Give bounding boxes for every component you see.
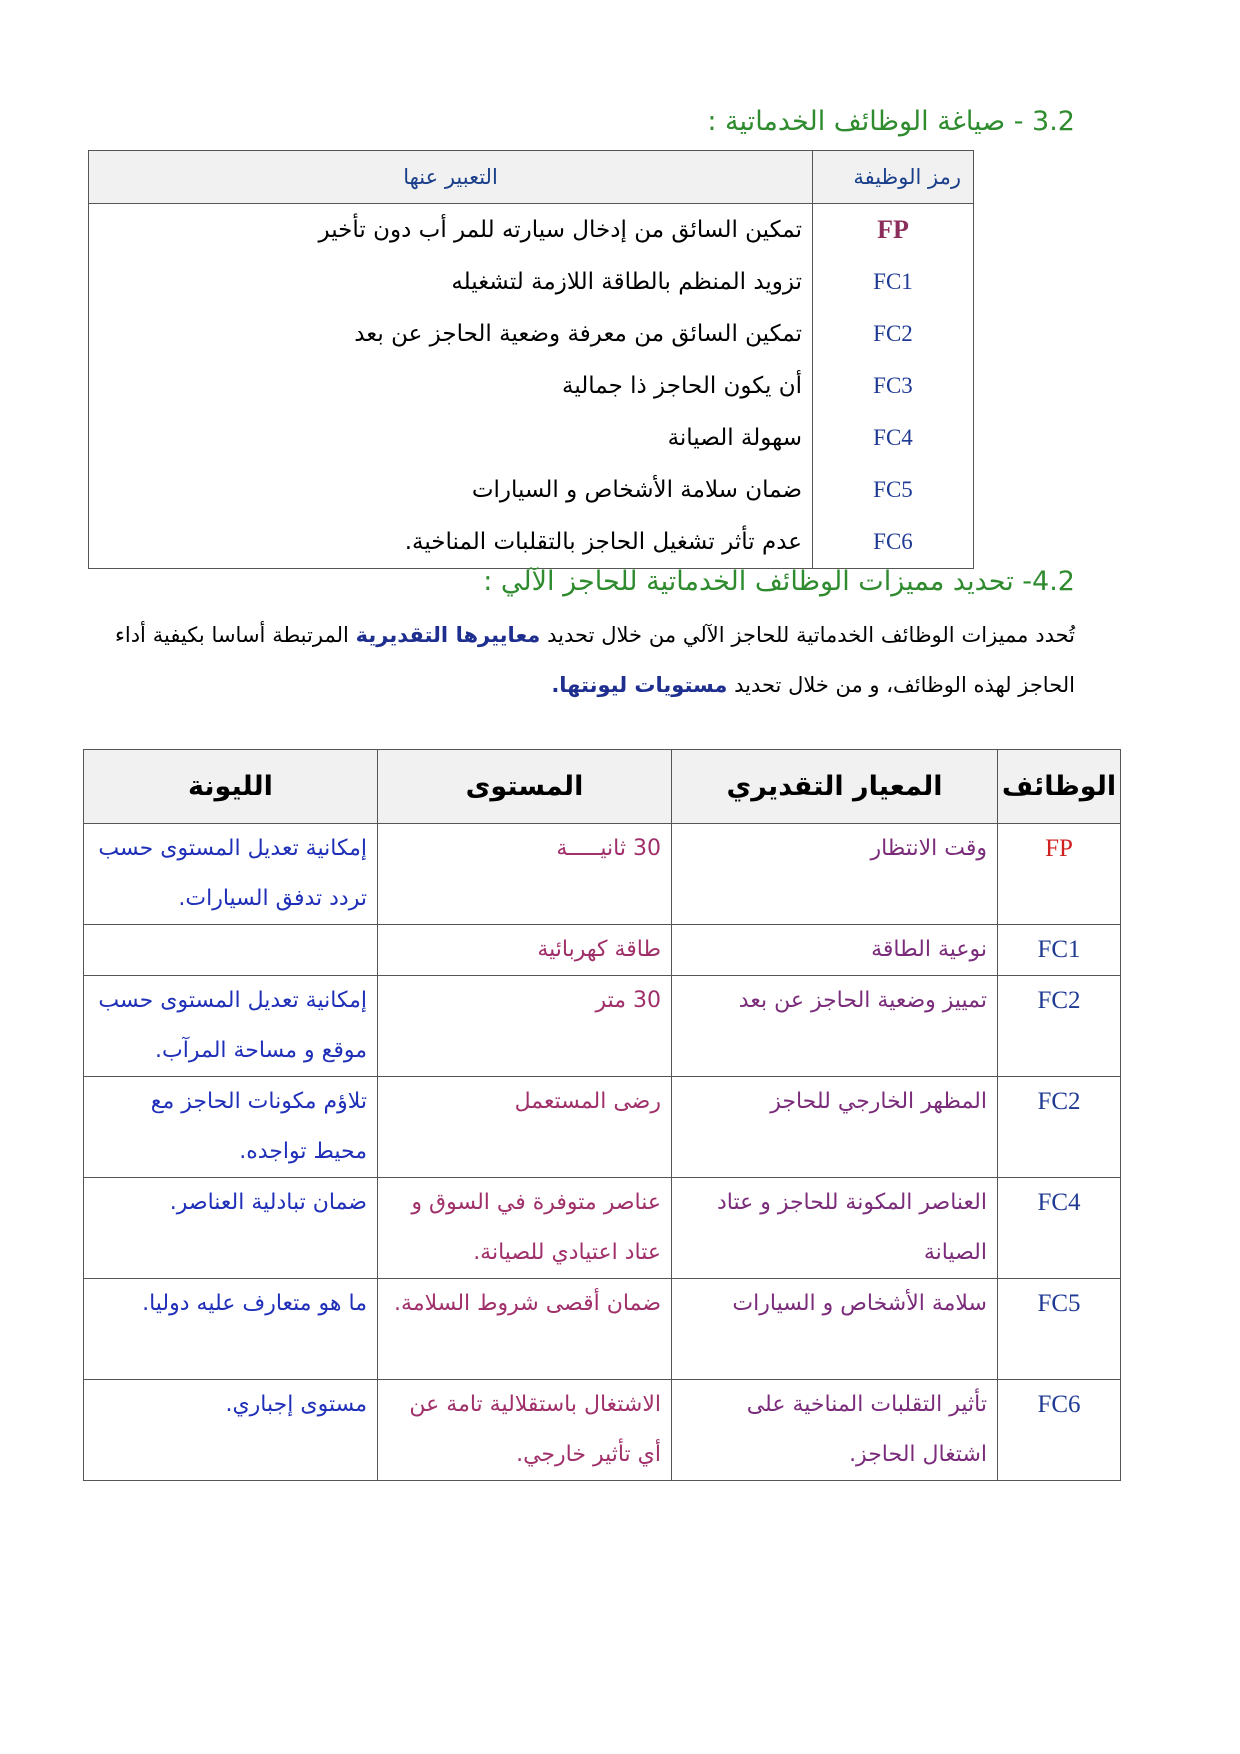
header-function-code: رمز الوظيفة [813,151,974,204]
function-code: FC4 [998,1178,1121,1279]
function-code: FC2 [813,308,974,360]
criterion-cell: وقت الانتظار [672,824,998,925]
table-row [89,360,974,412]
table-row [89,256,974,308]
paragraph-text: تُحدد مميزات الوظائف الخدماتية للحاجز الآلي من خلال تحديد [540,623,1075,647]
criterion-cell: المظهر الخارجي للحاجز [672,1077,998,1178]
function-expression: ضمان سلامة الأشخاص و السيارات [89,464,813,516]
flexibility-cell: ضمان تبادلية العناصر. [84,1178,378,1279]
function-code: FC2 [998,976,1121,1077]
function-code: FC6 [998,1380,1121,1481]
level-cell: طاقة كهربائية [378,925,672,976]
functions-characteristics-table [83,749,1121,1481]
function-code: FC2 [998,1077,1121,1178]
table-row [89,308,974,360]
level-cell: 30 ثانيـــــة [378,824,672,925]
criterion-cell: سلامة الأشخاص و السيارات [672,1279,998,1380]
table-row [84,976,1121,1077]
level-cell: الاشتغال باستقلالية تامة عن أي تأثير خارجي. [378,1380,672,1481]
table-row [84,1279,1121,1380]
function-expression: تمكين السائق من معرفة وضعية الحاجز عن بعد [89,308,813,360]
header-expression: التعبير عنها [89,151,813,204]
function-code: FC4 [813,412,974,464]
level-cell: 30 متر [378,976,672,1077]
flexibility-cell: إمكانية تعديل المستوى حسب موقع و مساحة المرآب. [84,976,378,1077]
function-expression: أن يكون الحاجز ذا جمالية [89,360,813,412]
function-expression: تمكين السائق من إدخال سيارته للمر أب دون تأخير [89,204,813,257]
level-cell: ضمان أقصى شروط السلامة. [378,1279,672,1380]
function-code: FC5 [998,1279,1121,1380]
function-code: FC6 [813,516,974,569]
table-row [89,204,974,257]
table-row [84,824,1121,925]
table-row [84,1380,1121,1481]
paragraph-emphasis-criteria: معاييرها التقديرية [355,623,541,647]
header-functions: الوظائف [998,750,1121,824]
header-criterion: المعيار التقديري [672,750,998,824]
table-row [89,464,974,516]
flexibility-cell: ما هو متعارف عليه دوليا. [84,1279,378,1380]
function-code: FP [813,204,974,257]
flexibility-cell: إمكانية تعديل المستوى حسب تردد تدفق السيارات. [84,824,378,925]
function-code: FC3 [813,360,974,412]
table-row [89,412,974,464]
criterion-cell: تأثير التقلبات المناخية على اشتغال الحاجز. [672,1380,998,1481]
flexibility-cell: مستوى إجباري. [84,1380,378,1481]
level-cell: عناصر متوفرة في السوق و عتاد اعتيادي للصيانة. [378,1178,672,1279]
section-heading-3-2: 3.2 - صياغة الوظائف الخدماتية : [707,106,1075,137]
function-expression: عدم تأثر تشغيل الحاجز بالتقلبات المناخية. [89,516,813,569]
functions-formulation-table [88,150,974,569]
criterion-cell: تمييز وضعية الحاجز عن بعد [672,976,998,1077]
table-header-row [84,750,1121,824]
criterion-cell: نوعية الطاقة [672,925,998,976]
table-row [89,516,974,569]
header-level: المستوى [378,750,672,824]
header-flexibility: الليونة [84,750,378,824]
function-expression: تزويد المنظم بالطاقة اللازمة لتشغيله [89,256,813,308]
function-code: FC1 [813,256,974,308]
level-cell: رضى المستعمل [378,1077,672,1178]
function-code: FP [998,824,1121,925]
function-expression: سهولة الصيانة [89,412,813,464]
criterion-cell: العناصر المكونة للحاجز و عتاد الصيانة [672,1178,998,1279]
paragraph-text: المرتبطة أساسا بكيفية أداء الحاجز لهذه الوظائف، و من خلال تحديد [115,623,1075,697]
table-row [84,925,1121,976]
table-header-row [89,151,974,204]
paragraph-emphasis-flexibility: مستويات ليونتها. [551,673,728,697]
flexibility-cell: تلاؤم مكونات الحاجز مع محيط تواجده. [84,1077,378,1178]
table-row [84,1178,1121,1279]
table-row [84,1077,1121,1178]
function-code: FC1 [998,925,1121,976]
function-code: FC5 [813,464,974,516]
section-heading-4-2: 4.2- تحديد مميزات الوظائف الخدماتية للحاجز الآلي : [483,566,1075,597]
intro-paragraph [115,610,1075,710]
flexibility-cell [84,925,378,976]
